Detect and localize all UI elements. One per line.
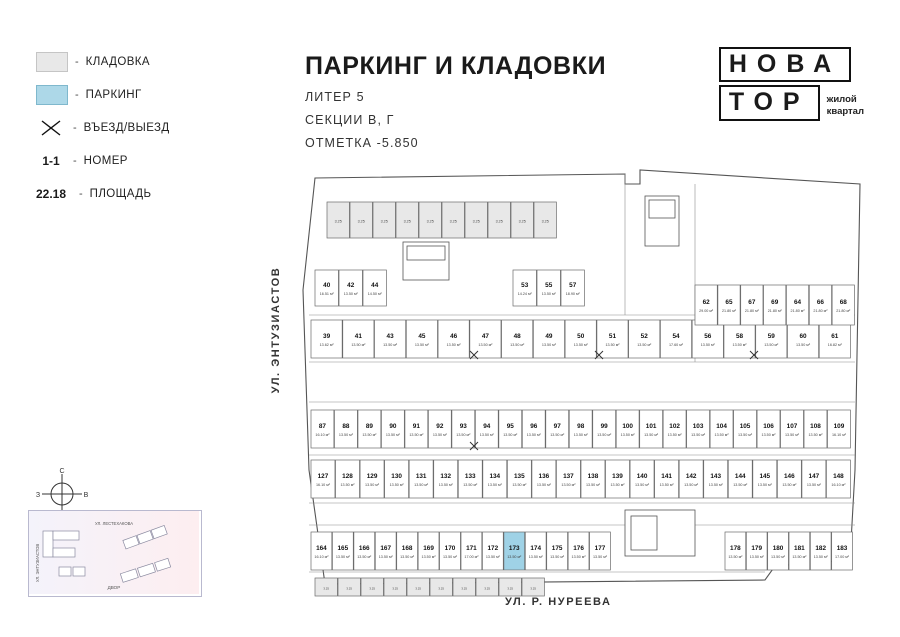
unit-area: 13.50 м²: [362, 433, 377, 437]
unit-number: 132: [440, 473, 452, 480]
unit-number: 139: [612, 473, 623, 480]
unit-number: 68: [839, 299, 847, 306]
unit-area: 3.25: [507, 586, 514, 591]
unit-area: 16.10 м²: [315, 433, 330, 437]
unit-area: 13.50 м²: [573, 433, 588, 437]
parking-swatch: [36, 85, 68, 105]
unit-area: 18.90 м²: [565, 292, 580, 296]
unit-area: 21.80 м²: [744, 309, 759, 313]
unit-number: 131: [415, 473, 427, 480]
unit-number: 64: [794, 299, 802, 306]
svg-text:УЛ. ЛЕСТЕХАКОВА: УЛ. ЛЕСТЕХАКОВА: [94, 521, 134, 526]
unit-area: 13.50 м²: [761, 433, 776, 437]
legend-label-parking: ПАРКИНГ: [85, 89, 142, 101]
unit-area: 3.25: [472, 219, 480, 224]
svg-text:УЛ. ЭНТУЗИАСТОВ: УЛ. ЭНТУЗИАСТОВ: [35, 543, 40, 583]
street-label-left: УЛ. ЭНТУЗИАСТОВ: [270, 266, 282, 394]
logo-subtitle-line1: жилой: [826, 93, 857, 105]
unit-area: 13.50 м²: [561, 483, 576, 487]
unit-area: 13.50 м²: [714, 433, 729, 437]
page-title: ПАРКИНГ И КЛАДОВКИ: [305, 52, 607, 80]
unit-area: 3.25: [334, 219, 342, 224]
unit-area: 13.50 м²: [644, 433, 659, 437]
unit-number: 168: [401, 545, 413, 552]
legend-dash: -: [73, 122, 77, 134]
key-plan: [28, 510, 202, 597]
unit-area: 13.50 м²: [343, 292, 358, 296]
unit-number: 94: [483, 423, 491, 430]
unit-number: 49: [545, 333, 553, 340]
unit-number: 108: [810, 423, 821, 430]
unit-area: 3.25: [449, 219, 457, 224]
unit-number: 65: [725, 299, 733, 306]
svg-text:З: З: [35, 492, 41, 499]
unit-area: 13.50 м²: [764, 343, 779, 347]
unit-number: 175: [551, 545, 563, 552]
unit-number: 146: [784, 473, 795, 480]
unit-number: 66: [816, 299, 824, 306]
unit-area: 13.50 м²: [432, 433, 447, 437]
unit-number: 52: [640, 333, 648, 340]
unit-number: 56: [704, 333, 712, 340]
unit-number: 101: [645, 423, 657, 430]
unit-number: 41: [354, 333, 362, 340]
unit-area: 3.25: [541, 219, 549, 224]
brand-logo: [719, 47, 864, 121]
svg-text:В: В: [83, 492, 89, 499]
unit-number: 39: [323, 333, 331, 340]
unit-number: 90: [389, 423, 397, 430]
unit-number: 135: [514, 473, 525, 480]
unit-area: 16.10 м²: [314, 555, 329, 559]
unit-area: 13.50 м²: [528, 555, 543, 559]
street-label-bottom: УЛ. Р. НУРЕЕВА: [505, 596, 612, 608]
unit-number: 172: [487, 545, 499, 552]
unit-number: 180: [772, 545, 784, 552]
unit-area: 13.50 м²: [400, 555, 415, 559]
unit-number: 102: [669, 423, 680, 430]
unit-number: 87: [318, 423, 326, 430]
unit-area: 13.50 м²: [446, 343, 461, 347]
unit-area: 3.25: [426, 219, 434, 224]
unit-number: 103: [692, 423, 704, 430]
unit-area: 13.50 м²: [592, 555, 607, 559]
unit-area: 13.50 м²: [385, 433, 400, 437]
logo-subtitle: [827, 94, 864, 121]
unit-number: 134: [489, 473, 501, 480]
unit-area: 13.50 м²: [383, 343, 398, 347]
unit-number: 166: [358, 545, 370, 552]
unit-number: 97: [553, 423, 561, 430]
unit-number: 89: [365, 423, 373, 430]
unit-area: 13.50 м²: [813, 555, 828, 559]
unit-area: 13.50 м²: [541, 343, 556, 347]
unit-area: 13.50 м²: [635, 483, 650, 487]
unit-area: 3.25: [530, 586, 537, 591]
unit-area: 13.50 м²: [573, 343, 588, 347]
unit-area: 13.50 м²: [620, 433, 635, 437]
unit-area: 3.25: [403, 219, 411, 224]
unit-number: 133: [464, 473, 476, 480]
unit-number: 58: [735, 333, 744, 340]
legend-dash: -: [73, 155, 77, 167]
legend-item-parking: [36, 81, 236, 109]
logo-subtitle-line2: квартал: [826, 105, 864, 117]
unit-area: 13.50 м²: [637, 343, 652, 347]
unit-number: 128: [342, 473, 353, 480]
unit-number: 62: [702, 299, 710, 306]
unit-area: 13.50 м²: [414, 343, 429, 347]
unit-area: 13.50 м²: [478, 343, 493, 347]
unit-number: 69: [771, 299, 779, 306]
unit-number: 182: [815, 545, 827, 552]
unit-number: 99: [600, 423, 608, 430]
unit-area: 3.25: [380, 219, 388, 224]
unit-area: 13.50 м²: [550, 555, 565, 559]
legend-dash: -: [79, 188, 83, 200]
unit-number: 183: [836, 545, 848, 552]
unit-area: 17.00 м²: [464, 555, 479, 559]
unit-area: 13.50 м²: [597, 433, 612, 437]
storage-swatch: [36, 52, 68, 72]
unit-area: 13.50 м²: [610, 483, 625, 487]
unit-number: 127: [317, 473, 329, 480]
legend-label-entry-exit: ВЪЕЗД/ВЫЕЗД: [83, 122, 170, 134]
logo-bottom-row: [719, 85, 864, 120]
unit-number: 176: [573, 545, 584, 552]
unit-area: 3.25: [484, 586, 491, 591]
unit-number: 167: [380, 545, 392, 552]
unit-number: 148: [833, 473, 844, 480]
unit-area: 3.25: [461, 586, 468, 591]
unit-number: 44: [371, 282, 379, 289]
unit-area: 13.50 м²: [738, 433, 753, 437]
unit-area: 14.50 м²: [367, 292, 382, 296]
unit-area: 13.50 м²: [340, 483, 355, 487]
unit-area: 13.50 м²: [806, 483, 821, 487]
unit-number: 145: [759, 473, 771, 480]
row-178-183[interactable]: [725, 532, 852, 570]
number-sample: 1-1: [42, 154, 60, 168]
row-bottom-small[interactable]: [315, 578, 544, 596]
svg-text:С: С: [59, 468, 65, 475]
unit-area: 13.50 м²: [338, 433, 353, 437]
logo-tor-text: ТОР: [719, 85, 820, 120]
unit-area: 3.25: [392, 586, 399, 591]
unit-area: 13.50 м²: [808, 433, 823, 437]
row-164-183[interactable]: [311, 532, 610, 570]
unit-area: 13.50 м²: [691, 433, 706, 437]
unit-number: 106: [763, 423, 774, 430]
unit-area: 13.50 м²: [512, 483, 527, 487]
legend: [36, 48, 236, 213]
unit-number: 144: [734, 473, 746, 480]
area-sample: 22.18: [36, 187, 67, 201]
unit-area: 3.25: [369, 586, 376, 591]
unit-area: 13.50 м²: [659, 483, 674, 487]
legend-dash: -: [75, 89, 79, 101]
unit-number: 174: [530, 545, 542, 552]
row-top-storages[interactable]: [327, 202, 556, 238]
unit-area: 13.50 м²: [792, 555, 807, 559]
unit-area: 3.25: [323, 586, 330, 591]
unit-area: 13.50 м²: [510, 343, 525, 347]
unit-area: 21.80 м²: [813, 309, 828, 313]
unit-area: 13.50 м²: [487, 483, 502, 487]
unit-area: 3.25: [438, 586, 445, 591]
unit-number: 107: [786, 423, 798, 430]
unit-number: 130: [391, 473, 402, 480]
unit-area: 21.80 м²: [721, 309, 736, 313]
row-53-57[interactable]: [513, 270, 584, 306]
unit-number: 92: [436, 423, 444, 430]
unit-number: 129: [366, 473, 378, 480]
unit-area: 13.50 м²: [479, 433, 494, 437]
unit-area: 13.50 м²: [526, 433, 541, 437]
unit-number: 142: [685, 473, 697, 480]
unit-area: 13.50 м²: [536, 483, 551, 487]
unit-area: 13.50 м²: [357, 555, 372, 559]
unit-area: 13.50 м²: [503, 433, 518, 437]
unit-number: 137: [563, 473, 574, 480]
floor-plan-svg[interactable]: [295, 170, 875, 591]
unit-number: 53: [521, 282, 529, 289]
row-127-148[interactable]: [311, 460, 850, 498]
unit-number: 67: [748, 299, 756, 306]
title-liter: ЛИТЕР 5: [305, 90, 365, 104]
unit-number: 50: [577, 333, 585, 340]
unit-number: 54: [672, 333, 680, 340]
unit-area: 13.50 м²: [728, 555, 743, 559]
unit-area: 13.50 м²: [605, 343, 620, 347]
unit-number: 104: [716, 423, 727, 430]
unit-area: 3.25: [346, 586, 353, 591]
row-87-109[interactable]: [311, 410, 850, 448]
unit-area: 13.50 м²: [796, 343, 811, 347]
unit-area: 13.50 м²: [442, 555, 457, 559]
unit-area: 13.50 м²: [784, 433, 800, 437]
unit-area: 3.25: [495, 219, 503, 224]
unit-number: 136: [538, 473, 550, 480]
unit-area: 13.50 м²: [771, 555, 786, 559]
unit-number: 55: [545, 282, 553, 289]
unit-number: 98: [577, 423, 585, 430]
unit-number: 171: [466, 545, 477, 552]
unit-number: 40: [323, 282, 331, 289]
unit-number: 46: [450, 333, 458, 340]
unit-area: 13.50 м²: [463, 483, 478, 487]
unit-area: 13.50 м²: [667, 433, 682, 437]
unit-area: 16.10 м²: [831, 433, 846, 437]
row-62-69[interactable]: [695, 285, 854, 325]
unit-number: 173: [508, 545, 520, 552]
unit-area: 13.50 м²: [757, 483, 772, 487]
unit-area: 21.80 м²: [790, 309, 805, 313]
unit-area: 13.50 м²: [365, 483, 380, 487]
unit-area: 16.51 м²: [319, 292, 334, 296]
legend-item-area: [36, 180, 236, 208]
unit-number: 61: [831, 333, 839, 340]
unit-area: 13.50 м²: [571, 555, 586, 559]
unit-number: 170: [444, 545, 456, 552]
unit-number: 141: [661, 473, 672, 480]
unit-area: 13.50 м²: [456, 433, 471, 437]
unit-area: 13.62 м²: [319, 343, 334, 347]
unit-area: 13.50 м²: [485, 555, 500, 559]
unit-number: 59: [767, 333, 775, 340]
svg-text:ДВОР: ДВОР: [107, 585, 121, 590]
row-39-61[interactable]: [311, 320, 850, 358]
unit-number: 138: [587, 473, 599, 480]
legend-dash: -: [75, 56, 79, 68]
unit-number: 178: [730, 545, 741, 552]
logo-nova-text: НОВА: [728, 50, 842, 78]
row-40-44[interactable]: [315, 270, 386, 306]
unit-number: 140: [636, 473, 648, 480]
unit-area: 13.50 м²: [438, 483, 453, 487]
unit-area: 17.00 м²: [835, 555, 850, 559]
unit-area: 21.80 м²: [836, 309, 851, 313]
legend-item-entry-exit: [36, 114, 236, 142]
unit-number: 51: [608, 333, 617, 340]
title-sections: СЕКЦИИ В, Г: [305, 113, 395, 127]
unit-area: 13.50 м²: [507, 555, 522, 559]
unit-number: 48: [513, 333, 521, 340]
title-level: ОТМЕТКА -5.850: [305, 136, 419, 150]
unit-number: 91: [412, 423, 420, 430]
unit-number: 143: [710, 473, 722, 480]
unit-area: 13.50 м²: [378, 555, 393, 559]
unit-area: 13.50 м²: [335, 555, 350, 559]
unit-area: 14.24 м²: [517, 292, 532, 296]
unit-area: 13.50 м²: [409, 433, 424, 437]
legend-item-number: [36, 147, 236, 175]
unit-number: 96: [530, 423, 538, 430]
unit-area: 16.10 м²: [315, 483, 330, 487]
unit-number: 105: [739, 423, 751, 430]
floor-plan: [295, 170, 875, 591]
entry-exit-x-icon: [36, 119, 66, 137]
unit-number: 165: [337, 545, 349, 552]
unit-number: 57: [569, 282, 577, 289]
unit-area: 13.50 м²: [421, 555, 436, 559]
legend-label-area: ПЛОЩАДЬ: [89, 188, 152, 200]
unit-area: 13.50 м²: [389, 483, 404, 487]
unit-area: 13.50 м²: [351, 343, 366, 347]
unit-area: 13.50 м²: [782, 483, 797, 487]
unit-area: 29.00 м²: [699, 309, 714, 313]
unit-area: 13.50 м²: [684, 483, 699, 487]
unit-area: 3.25: [357, 219, 365, 224]
unit-number: 88: [342, 423, 350, 430]
unit-number: 179: [751, 545, 763, 552]
unit-number: 100: [622, 423, 633, 430]
unit-number: 177: [594, 545, 606, 552]
title-block: [305, 52, 606, 150]
unit-area: 13.50 м²: [541, 292, 556, 296]
unit-area: 13.50 м²: [708, 483, 723, 487]
unit-number: 45: [418, 333, 426, 340]
unit-area: 13.50 м²: [414, 483, 429, 487]
unit-number: 181: [794, 545, 805, 552]
unit-area: 13.50 м²: [585, 483, 600, 487]
unit-number: 42: [347, 282, 355, 289]
unit-number: 43: [386, 333, 394, 340]
unit-area: 3.25: [415, 586, 422, 591]
unit-area: 16.82 м²: [827, 343, 842, 347]
unit-area: 17.60 м²: [668, 343, 684, 347]
legend-label-number: НОМЕР: [83, 155, 128, 167]
unit-number: 164: [316, 545, 327, 552]
unit-number: 147: [808, 473, 820, 480]
logo-top-box: [719, 47, 851, 82]
unit-area: 13.50 м²: [550, 433, 565, 437]
unit-number: 47: [481, 333, 489, 340]
unit-area: 21.80 м²: [767, 309, 782, 313]
unit-area: 13.50 м²: [700, 343, 715, 347]
unit-area: 3.25: [518, 219, 526, 224]
unit-number: 93: [459, 423, 467, 430]
unit-number: 169: [423, 545, 434, 552]
unit-area: 13.50 м²: [733, 483, 748, 487]
legend-label-storage: КЛАДОВКА: [85, 56, 150, 68]
unit-area: 13.50 м²: [732, 343, 747, 347]
unit-area: 16.10 м²: [831, 483, 846, 487]
unit-area: 13.50 м²: [749, 555, 764, 559]
unit-number: 95: [506, 423, 514, 430]
unit-number: 60: [799, 333, 807, 340]
unit-number: 109: [833, 423, 845, 430]
legend-item-storage: [36, 48, 236, 76]
